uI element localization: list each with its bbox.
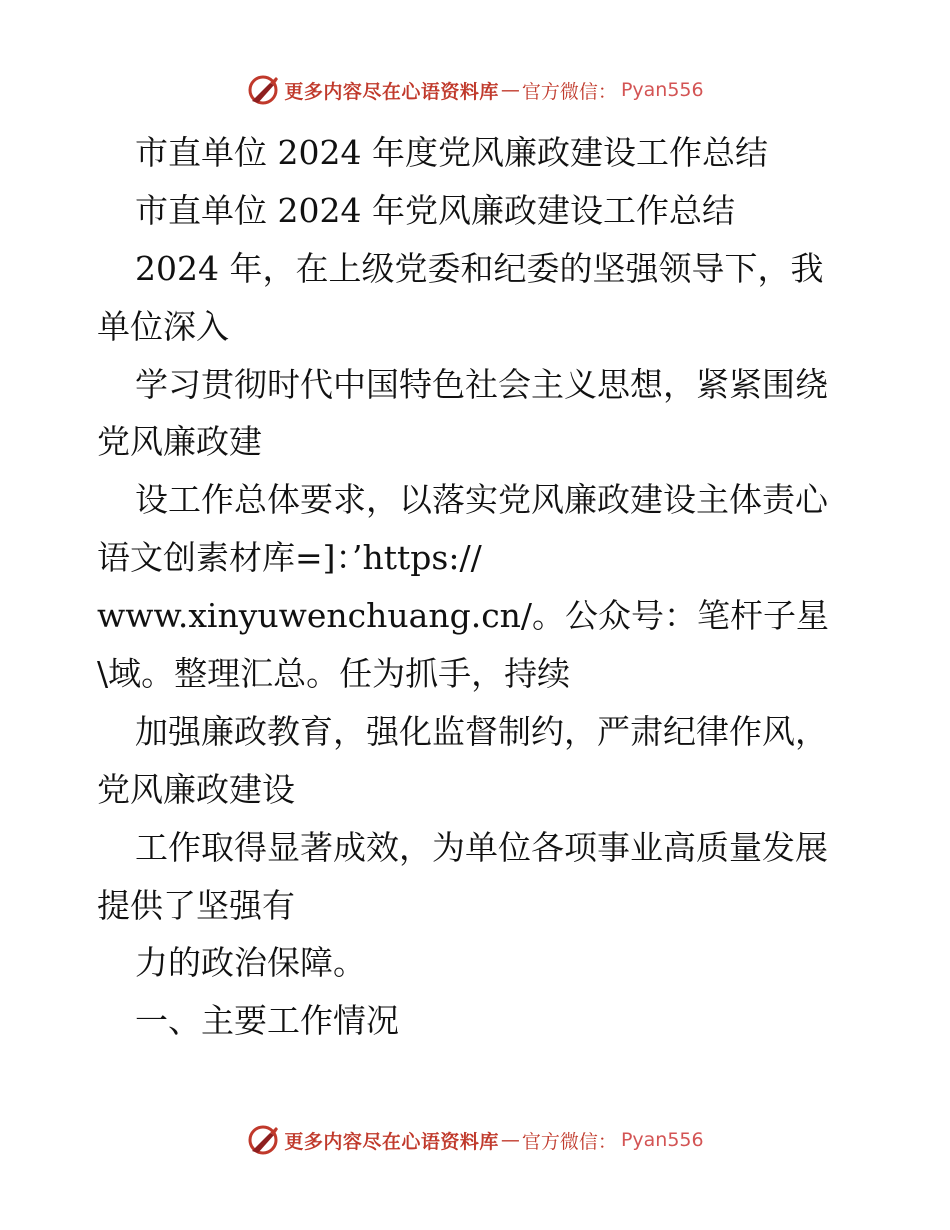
wechat-label: 官方微信： (521, 80, 617, 103)
document-body (97, 124, 877, 1050)
paragraph-line: 加强廉政教育，强化监督制约，严肃纪律作风， (135, 711, 828, 751)
banner-text: 更多内容尽在心语资料库 (284, 1130, 499, 1153)
paragraph-line: 党风廉政建 (97, 422, 262, 462)
footer-banner (0, 1120, 950, 1160)
paragraph-line: 学习贯彻时代中国特色社会主义思想，紧紧围绕 (135, 364, 828, 404)
doc-title: 市直单位 2024 年度党风廉政建设工作总结 (135, 133, 768, 172)
paragraph-line: www.xinyuwenchuang.cn/。公众号：笔杆子星 (97, 596, 830, 636)
paragraph-line: 单位深入 (97, 306, 229, 346)
paragraph-line: 语文创素材库=]：’https:// (97, 538, 482, 578)
banner-text: 更多内容尽在心语资料库 (284, 80, 499, 103)
wechat-account: Pyan556 (620, 1129, 704, 1151)
paragraph-line: 党风廉政建设 (97, 769, 295, 809)
pen-logo-icon (246, 73, 280, 107)
header-banner (0, 70, 950, 110)
banner-separator: — (500, 79, 520, 101)
wechat-label: 官方微信： (521, 1130, 617, 1153)
paragraph-line: 提供了坚强有 (97, 885, 295, 925)
paragraph-line: 设工作总体要求，以落实党风廉政建设主体责心 (135, 480, 828, 520)
paragraph-line: 2024 年，在上级党委和纪委的坚强领导下，我 (135, 248, 824, 288)
paragraph-line: 工作取得显著成效，为单位各项事业高质量发展 (135, 827, 828, 867)
paragraph-line: \域。整理汇总。任为抓手，持续 (97, 654, 571, 694)
paragraph-line: 力的政治保障。 (135, 943, 366, 983)
pen-logo-icon (246, 1123, 280, 1157)
banner-separator: — (500, 1129, 520, 1151)
doc-subtitle: 市直单位 2024 年党风廉政建设工作总结 (135, 190, 735, 230)
section-heading: 一、主要工作情况 (135, 1001, 399, 1041)
wechat-account: Pyan556 (620, 79, 704, 101)
